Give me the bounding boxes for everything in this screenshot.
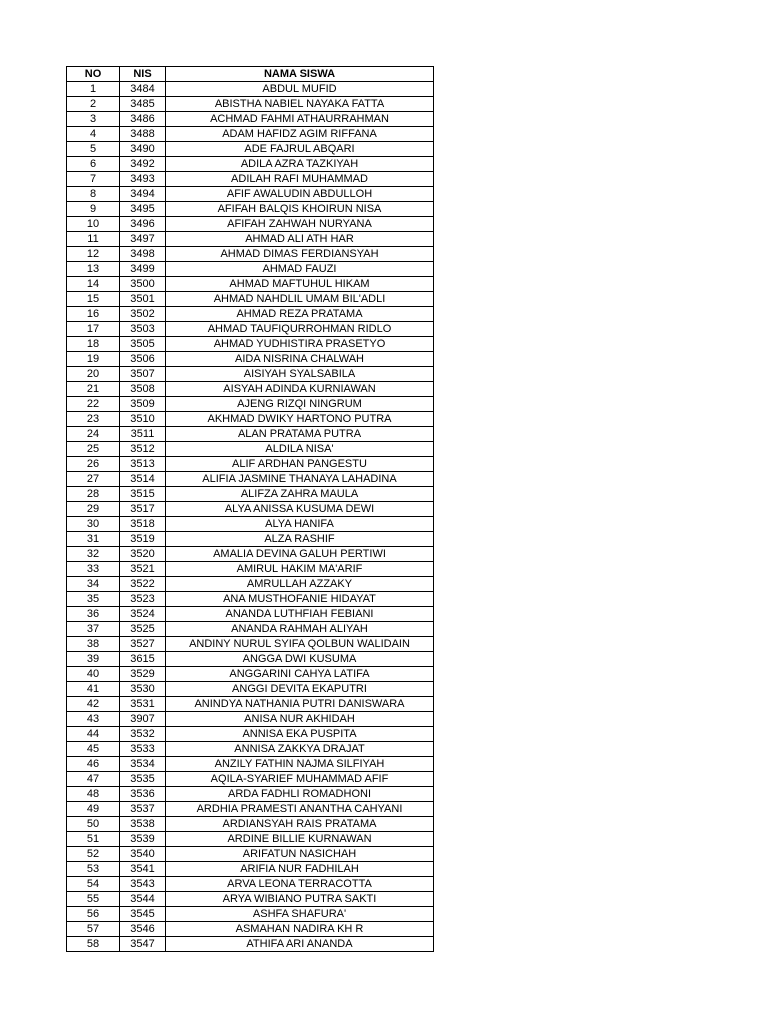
cell-name: ALIF ARDHAN PANGESTU xyxy=(166,457,434,472)
cell-nis: 3507 xyxy=(120,367,166,382)
cell-no: 47 xyxy=(67,772,120,787)
table-row xyxy=(67,472,434,487)
table-row xyxy=(67,247,434,262)
cell-no: 34 xyxy=(67,577,120,592)
cell-nis: 3533 xyxy=(120,742,166,757)
cell-nis: 3541 xyxy=(120,862,166,877)
cell-no: 45 xyxy=(67,742,120,757)
cell-nis: 3524 xyxy=(120,607,166,622)
cell-name: AHMAD ALI ATH HAR xyxy=(166,232,434,247)
table-row xyxy=(67,742,434,757)
cell-name: AHMAD TAUFIQURROHMAN RIDLO xyxy=(166,322,434,337)
cell-no: 40 xyxy=(67,667,120,682)
cell-nis: 3500 xyxy=(120,277,166,292)
cell-nis: 3534 xyxy=(120,757,166,772)
cell-no: 49 xyxy=(67,802,120,817)
cell-name: AKHMAD DWIKY HARTONO PUTRA xyxy=(166,412,434,427)
cell-name: ANANDA LUTHFIAH FEBIANI xyxy=(166,607,434,622)
cell-no: 54 xyxy=(67,877,120,892)
cell-no: 28 xyxy=(67,487,120,502)
cell-nis: 3536 xyxy=(120,787,166,802)
table-row xyxy=(67,637,434,652)
cell-nis: 3522 xyxy=(120,577,166,592)
table-row xyxy=(67,202,434,217)
cell-name: AHMAD YUDHISTIRA PRASETYO xyxy=(166,337,434,352)
cell-name: ANDINY NURUL SYIFA QOLBUN WALIDAIN xyxy=(166,637,434,652)
cell-nis: 3501 xyxy=(120,292,166,307)
table-row xyxy=(67,847,434,862)
cell-name: AHMAD REZA PRATAMA xyxy=(166,307,434,322)
cell-nis: 3508 xyxy=(120,382,166,397)
cell-no: 57 xyxy=(67,922,120,937)
cell-name: AHMAD DIMAS FERDIANSYAH xyxy=(166,247,434,262)
cell-nis: 3512 xyxy=(120,442,166,457)
cell-name: AHMAD MAFTUHUL HIKAM xyxy=(166,277,434,292)
cell-name: AFIF AWALUDIN ABDULLOH xyxy=(166,187,434,202)
cell-no: 8 xyxy=(67,187,120,202)
table-row xyxy=(67,487,434,502)
cell-nis: 3529 xyxy=(120,667,166,682)
cell-name: AIDA NISRINA CHALWAH xyxy=(166,352,434,367)
cell-nis: 3510 xyxy=(120,412,166,427)
cell-name: ANINDYA NATHANIA PUTRI DANISWARA xyxy=(166,697,434,712)
cell-no: 43 xyxy=(67,712,120,727)
cell-name: AISYAH ADINDA KURNIAWAN xyxy=(166,382,434,397)
table-row xyxy=(67,382,434,397)
cell-no: 4 xyxy=(67,127,120,142)
cell-nis: 3485 xyxy=(120,97,166,112)
table-row xyxy=(67,97,434,112)
cell-name: AHMAD FAUZI xyxy=(166,262,434,277)
cell-name: ANA MUSTHOFANIE HIDAYAT xyxy=(166,592,434,607)
cell-nis: 3509 xyxy=(120,397,166,412)
header-row xyxy=(67,67,434,82)
cell-name: AQILA-SYARIEF MUHAMMAD AFIF xyxy=(166,772,434,787)
cell-name: ASMAHAN NADIRA KH R xyxy=(166,922,434,937)
table-row xyxy=(67,802,434,817)
table-row xyxy=(67,787,434,802)
table-body xyxy=(67,82,434,952)
table-row xyxy=(67,607,434,622)
cell-name: ADAM HAFIDZ AGIM RIFFANA xyxy=(166,127,434,142)
header-name: NAMA SISWA xyxy=(166,67,434,82)
cell-nis: 3493 xyxy=(120,172,166,187)
cell-name: ALZA RASHIF xyxy=(166,532,434,547)
table-row xyxy=(67,622,434,637)
cell-no: 46 xyxy=(67,757,120,772)
table-row xyxy=(67,127,434,142)
student-list-sheet xyxy=(66,66,433,952)
cell-no: 37 xyxy=(67,622,120,637)
cell-no: 51 xyxy=(67,832,120,847)
cell-nis: 3497 xyxy=(120,232,166,247)
header-nis: NIS xyxy=(120,67,166,82)
cell-nis: 3494 xyxy=(120,187,166,202)
cell-name: AMIRUL HAKIM MA'ARIF xyxy=(166,562,434,577)
table-row xyxy=(67,712,434,727)
table-row xyxy=(67,517,434,532)
table-row xyxy=(67,682,434,697)
table-row xyxy=(67,457,434,472)
cell-nis: 3486 xyxy=(120,112,166,127)
table-row xyxy=(67,652,434,667)
cell-nis: 3498 xyxy=(120,247,166,262)
table-row xyxy=(67,307,434,322)
table-row xyxy=(67,817,434,832)
cell-nis: 3545 xyxy=(120,907,166,922)
table-row xyxy=(67,442,434,457)
table-row xyxy=(67,322,434,337)
table-row xyxy=(67,937,434,952)
table-row xyxy=(67,502,434,517)
cell-no: 10 xyxy=(67,217,120,232)
cell-no: 38 xyxy=(67,637,120,652)
cell-no: 26 xyxy=(67,457,120,472)
student-table xyxy=(66,66,434,952)
cell-no: 22 xyxy=(67,397,120,412)
cell-no: 24 xyxy=(67,427,120,442)
cell-no: 17 xyxy=(67,322,120,337)
cell-no: 52 xyxy=(67,847,120,862)
cell-nis: 3532 xyxy=(120,727,166,742)
cell-no: 56 xyxy=(67,907,120,922)
cell-name: AJENG RIZQI NINGRUM xyxy=(166,397,434,412)
table-row xyxy=(67,352,434,367)
cell-name: ALYA HANIFA xyxy=(166,517,434,532)
cell-no: 15 xyxy=(67,292,120,307)
cell-no: 11 xyxy=(67,232,120,247)
cell-name: ANGGI DEVITA EKAPUTRI xyxy=(166,682,434,697)
cell-no: 58 xyxy=(67,937,120,952)
table-row xyxy=(67,397,434,412)
cell-no: 12 xyxy=(67,247,120,262)
cell-no: 16 xyxy=(67,307,120,322)
table-row xyxy=(67,82,434,97)
cell-no: 18 xyxy=(67,337,120,352)
cell-nis: 3492 xyxy=(120,157,166,172)
table-row xyxy=(67,277,434,292)
table-row xyxy=(67,217,434,232)
cell-name: ARDINE BILLIE KURNAWAN xyxy=(166,832,434,847)
cell-name: ANGGA DWI KUSUMA xyxy=(166,652,434,667)
cell-nis: 3544 xyxy=(120,892,166,907)
cell-no: 55 xyxy=(67,892,120,907)
cell-name: ARDIANSYAH RAIS PRATAMA xyxy=(166,817,434,832)
cell-no: 35 xyxy=(67,592,120,607)
cell-no: 9 xyxy=(67,202,120,217)
cell-name: AHMAD NAHDLIL UMAM BIL'ADLI xyxy=(166,292,434,307)
cell-nis: 3540 xyxy=(120,847,166,862)
table-row xyxy=(67,757,434,772)
table-row xyxy=(67,832,434,847)
table-row xyxy=(67,772,434,787)
cell-no: 2 xyxy=(67,97,120,112)
table-row xyxy=(67,592,434,607)
cell-name: ARDA FADHLI ROMADHONI xyxy=(166,787,434,802)
cell-no: 50 xyxy=(67,817,120,832)
cell-nis: 3547 xyxy=(120,937,166,952)
cell-no: 31 xyxy=(67,532,120,547)
cell-name: ARDHIA PRAMESTI ANANTHA CAHYANI xyxy=(166,802,434,817)
cell-nis: 3511 xyxy=(120,427,166,442)
cell-name: ACHMAD FAHMI ATHAURRAHMAN xyxy=(166,112,434,127)
cell-nis: 3505 xyxy=(120,337,166,352)
table-row xyxy=(67,337,434,352)
cell-nis: 3495 xyxy=(120,202,166,217)
cell-nis: 3530 xyxy=(120,682,166,697)
cell-no: 5 xyxy=(67,142,120,157)
cell-name: ALDILA NISA' xyxy=(166,442,434,457)
table-row xyxy=(67,112,434,127)
table-row xyxy=(67,412,434,427)
cell-nis: 3513 xyxy=(120,457,166,472)
cell-no: 6 xyxy=(67,157,120,172)
table-row xyxy=(67,547,434,562)
cell-no: 19 xyxy=(67,352,120,367)
table-row xyxy=(67,172,434,187)
cell-no: 20 xyxy=(67,367,120,382)
table-row xyxy=(67,727,434,742)
cell-name: ALIFZA ZAHRA MAULA xyxy=(166,487,434,502)
cell-nis: 3535 xyxy=(120,772,166,787)
cell-nis: 3546 xyxy=(120,922,166,937)
table-row xyxy=(67,907,434,922)
cell-nis: 3517 xyxy=(120,502,166,517)
cell-nis: 3488 xyxy=(120,127,166,142)
cell-no: 23 xyxy=(67,412,120,427)
cell-nis: 3537 xyxy=(120,802,166,817)
table-row xyxy=(67,562,434,577)
cell-nis: 3525 xyxy=(120,622,166,637)
cell-name: ARYA WIBIANO PUTRA SAKTI xyxy=(166,892,434,907)
cell-name: ANNISA ZAKKYA DRAJAT xyxy=(166,742,434,757)
table-row xyxy=(67,697,434,712)
cell-nis: 3484 xyxy=(120,82,166,97)
table-row xyxy=(67,367,434,382)
cell-no: 44 xyxy=(67,727,120,742)
cell-name: AFIFAH ZAHWAH NURYANA xyxy=(166,217,434,232)
table-row xyxy=(67,292,434,307)
cell-nis: 3520 xyxy=(120,547,166,562)
cell-no: 29 xyxy=(67,502,120,517)
cell-nis: 3907 xyxy=(120,712,166,727)
cell-nis: 3499 xyxy=(120,262,166,277)
cell-no: 14 xyxy=(67,277,120,292)
table-row xyxy=(67,532,434,547)
cell-nis: 3502 xyxy=(120,307,166,322)
cell-nis: 3514 xyxy=(120,472,166,487)
cell-name: ANANDA RAHMAH ALIYAH xyxy=(166,622,434,637)
table-row xyxy=(67,922,434,937)
cell-name: ABISTHA NABIEL NAYAKA FATTA xyxy=(166,97,434,112)
cell-nis: 3496 xyxy=(120,217,166,232)
cell-no: 48 xyxy=(67,787,120,802)
cell-nis: 3543 xyxy=(120,877,166,892)
cell-no: 1 xyxy=(67,82,120,97)
cell-no: 30 xyxy=(67,517,120,532)
cell-nis: 3539 xyxy=(120,832,166,847)
cell-nis: 3523 xyxy=(120,592,166,607)
cell-nis: 3515 xyxy=(120,487,166,502)
cell-name: ALIFIA JASMINE THANAYA LAHADINA xyxy=(166,472,434,487)
table-row xyxy=(67,577,434,592)
cell-no: 39 xyxy=(67,652,120,667)
cell-no: 41 xyxy=(67,682,120,697)
table-row xyxy=(67,427,434,442)
cell-no: 32 xyxy=(67,547,120,562)
cell-no: 27 xyxy=(67,472,120,487)
cell-no: 53 xyxy=(67,862,120,877)
cell-name: ADILA AZRA TAZKIYAH xyxy=(166,157,434,172)
cell-name: AFIFAH BALQIS KHOIRUN NISA xyxy=(166,202,434,217)
table-row xyxy=(67,187,434,202)
cell-no: 3 xyxy=(67,112,120,127)
cell-name: ADILAH RAFI MUHAMMAD xyxy=(166,172,434,187)
cell-name: ANGGARINI CAHYA LATIFA xyxy=(166,667,434,682)
cell-name: ARIFATUN NASICHAH xyxy=(166,847,434,862)
cell-nis: 3506 xyxy=(120,352,166,367)
table-header xyxy=(67,67,434,82)
cell-nis: 3531 xyxy=(120,697,166,712)
cell-name: ATHIFA ARI ANANDA xyxy=(166,937,434,952)
cell-nis: 3538 xyxy=(120,817,166,832)
cell-name: AMRULLAH AZZAKY xyxy=(166,577,434,592)
cell-no: 42 xyxy=(67,697,120,712)
cell-name: ABDUL MUFID xyxy=(166,82,434,97)
cell-name: ANZILY FATHIN NAJMA SILFIYAH xyxy=(166,757,434,772)
cell-name: ARVA LEONA TERRACOTTA xyxy=(166,877,434,892)
cell-nis: 3490 xyxy=(120,142,166,157)
table-row xyxy=(67,157,434,172)
cell-nis: 3518 xyxy=(120,517,166,532)
table-row xyxy=(67,232,434,247)
cell-no: 13 xyxy=(67,262,120,277)
cell-nis: 3615 xyxy=(120,652,166,667)
cell-no: 7 xyxy=(67,172,120,187)
cell-nis: 3503 xyxy=(120,322,166,337)
cell-name: ADE FAJRUL ABQARI xyxy=(166,142,434,157)
cell-name: ALYA ANISSA KUSUMA DEWI xyxy=(166,502,434,517)
table-row xyxy=(67,142,434,157)
table-row xyxy=(67,862,434,877)
cell-nis: 3521 xyxy=(120,562,166,577)
cell-name: AMALIA DEVINA GALUH PERTIWI xyxy=(166,547,434,562)
cell-name: ARIFIA NUR FADHILAH xyxy=(166,862,434,877)
table-row xyxy=(67,892,434,907)
table-row xyxy=(67,262,434,277)
header-no: NO xyxy=(67,67,120,82)
cell-no: 21 xyxy=(67,382,120,397)
cell-no: 36 xyxy=(67,607,120,622)
cell-name: ASHFA SHAFURA' xyxy=(166,907,434,922)
cell-name: ANNISA EKA PUSPITA xyxy=(166,727,434,742)
cell-name: ANISA NUR AKHIDAH xyxy=(166,712,434,727)
cell-no: 25 xyxy=(67,442,120,457)
table-row xyxy=(67,667,434,682)
cell-name: ALAN PRATAMA PUTRA xyxy=(166,427,434,442)
cell-nis: 3519 xyxy=(120,532,166,547)
cell-nis: 3527 xyxy=(120,637,166,652)
cell-no: 33 xyxy=(67,562,120,577)
table-row xyxy=(67,877,434,892)
cell-name: AISIYAH SYALSABILA xyxy=(166,367,434,382)
